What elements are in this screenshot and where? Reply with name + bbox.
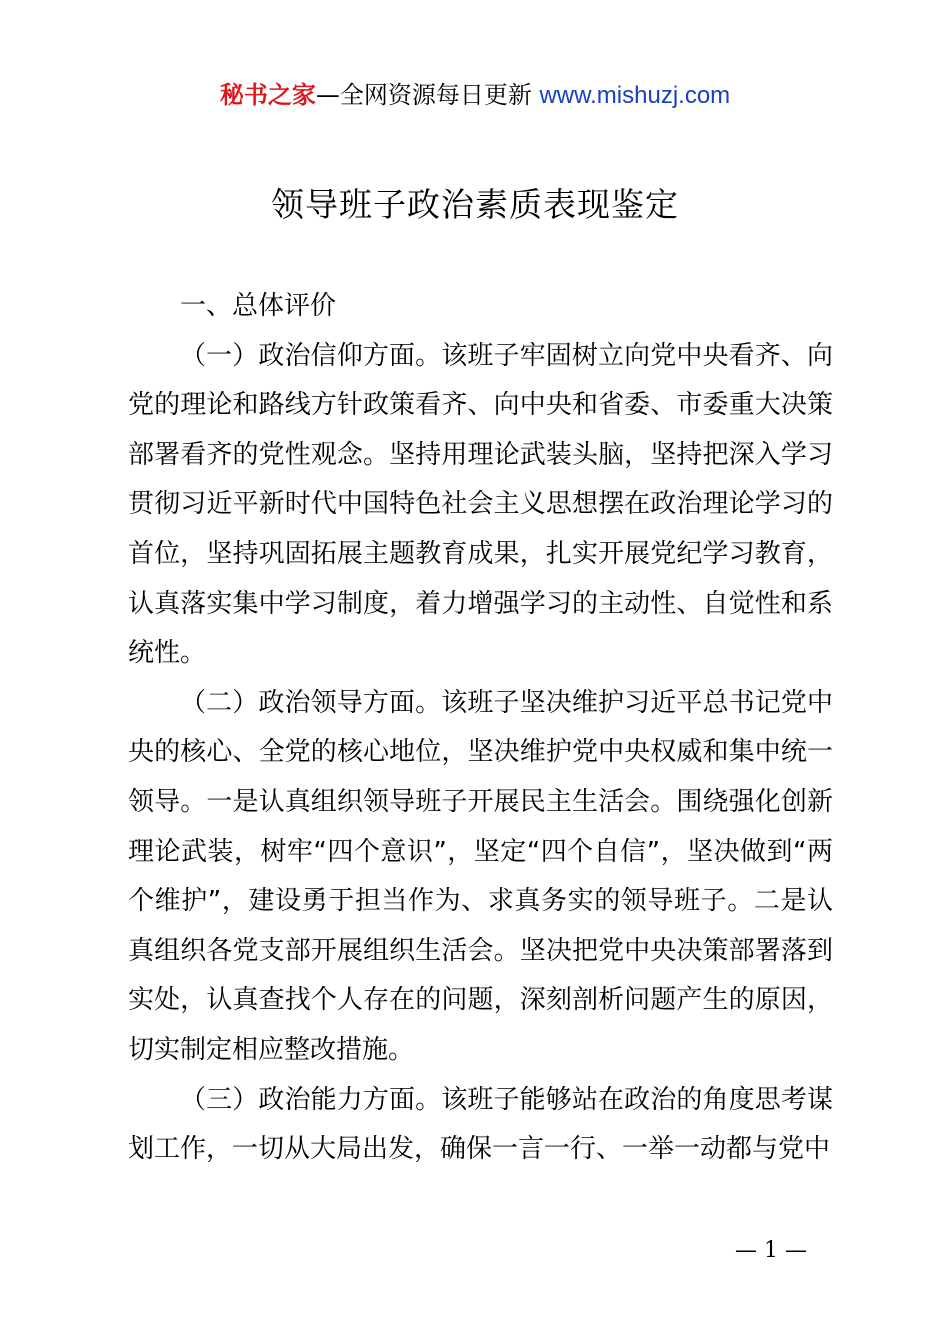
- paragraph-political-belief: （一）政治信仰方面。该班子牢固树立向党中央看齐、向党的理论和路线方针政策看齐、向中央和省委、市委重大决策部署看齐的党性观念。坚持用理论武装头脑，坚持把深入学习贯彻习近平新时代中国特色社会主义思想摆在政治理论学习的首位，坚持巩固拓展主题教育成果，扎实开展党纪学习教育，认真落实集中学习制度，着力增强学习的主动性、自觉性和系统性。: [128, 340, 833, 669]
- page-header: [0, 78, 950, 113]
- header-brand: 秘书之家: [219, 81, 316, 109]
- document-body: [128, 282, 833, 1175]
- header-site-url[interactable]: www.mishuzj.com: [539, 82, 731, 109]
- page-number: — 1 —: [735, 1238, 807, 1263]
- paragraph-political-ability: （三）政治能力方面。该班子能够站在政治的角度思考谋划工作，一切从大局出发，确保一言一行、一举一动都与党中: [128, 1084, 833, 1165]
- section-heading: 一、总体评价: [180, 291, 337, 321]
- document-title: 领导班子政治素质表现鉴定: [271, 185, 679, 224]
- paragraph-political-leadership: （二）政治领导方面。该班子坚决维护习近平总书记党中央的核心、全党的核心地位，坚决维护党中央权威和集中统一领导。一是认真组织领导班子开展民主生活会。围绕强化创新理论武装，树牢“四个意识”，坚定“四个自信”，坚决做到“两个维护”，建设勇于担当作为、求真务实的领导班子。二是认真组织各党支部开展组织生活会。坚决把党中央决策部署落到实处，认真查找个人存在的问题，深刻剖析问题产生的原因，切实制定相应整改措施。: [128, 687, 833, 1065]
- header-tagline: —全网资源每日更新: [315, 81, 540, 109]
